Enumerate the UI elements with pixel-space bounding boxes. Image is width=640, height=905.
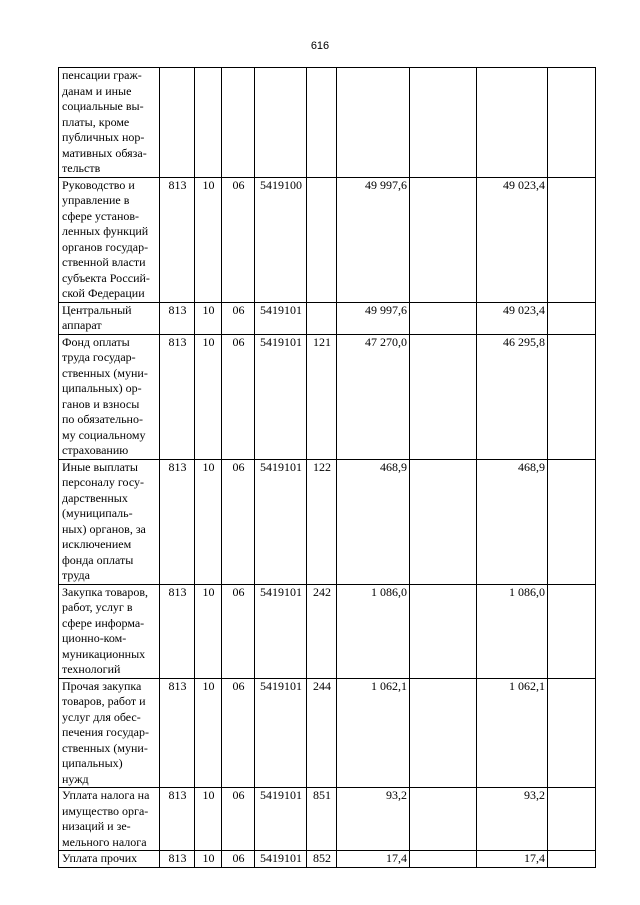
item-name-line: муникационных bbox=[62, 646, 146, 661]
amount-cell-2 bbox=[410, 788, 477, 851]
amount-cell-4 bbox=[548, 177, 596, 302]
amount-cell-3: 1 062,1 bbox=[477, 678, 548, 788]
section-code-cell: 10 bbox=[195, 459, 222, 584]
amount-cell-3: 46 295,8 bbox=[477, 334, 548, 459]
item-name-line: фонда оплаты bbox=[62, 552, 134, 567]
table-row bbox=[59, 788, 596, 851]
ministry-code-cell: 813 bbox=[160, 177, 195, 302]
item-name-line: Закупка товаров, bbox=[62, 584, 148, 599]
item-name-line: ганов и взносы bbox=[62, 396, 140, 411]
subsection-code-cell: 06 bbox=[222, 334, 255, 459]
subsection-code-cell: 06 bbox=[222, 851, 255, 868]
item-name-line: сфере информа- bbox=[62, 615, 145, 630]
article-code-cell: 5419101 bbox=[255, 851, 307, 868]
item-name-cell bbox=[59, 302, 160, 334]
amount-cell-3: 1 086,0 bbox=[477, 584, 548, 678]
item-name-line: публичных нор- bbox=[62, 130, 145, 144]
section-code-cell: 10 bbox=[195, 851, 222, 868]
amount-cell-4 bbox=[548, 584, 596, 678]
table-row bbox=[59, 177, 596, 302]
amount-cell-2 bbox=[410, 177, 477, 302]
article-code-cell bbox=[255, 68, 307, 178]
ministry-code-cell: 813 bbox=[160, 788, 195, 851]
amount-cell-2 bbox=[410, 678, 477, 788]
amount-cell-2 bbox=[410, 334, 477, 459]
amount-cell-2 bbox=[410, 68, 477, 178]
item-name-line: технологий bbox=[62, 662, 121, 676]
ministry-code-cell: 813 bbox=[160, 851, 195, 868]
amount-cell-4 bbox=[548, 851, 596, 868]
amount-cell-3: 49 023,4 bbox=[477, 302, 548, 334]
item-name-line: товаров, работ и bbox=[62, 694, 146, 708]
item-name-line: труда bbox=[62, 568, 90, 582]
amount-cell-2 bbox=[410, 459, 477, 584]
item-name-cell bbox=[59, 851, 160, 868]
item-name-line: му социальному bbox=[62, 427, 146, 442]
item-name-line: мельного налога bbox=[62, 834, 147, 849]
section-code-cell: 10 bbox=[195, 584, 222, 678]
item-name-line: ственных (муни- bbox=[62, 365, 148, 380]
item-name-cell bbox=[59, 788, 160, 851]
ministry-code-cell bbox=[160, 68, 195, 178]
item-name-line: по обязательно- bbox=[62, 412, 143, 426]
subsection-code-cell: 06 bbox=[222, 459, 255, 584]
item-name-line: исключением bbox=[62, 537, 132, 551]
amount-cell-2 bbox=[410, 302, 477, 334]
item-name-cell bbox=[59, 459, 160, 584]
item-name-line: услуг для обес- bbox=[62, 709, 141, 724]
expense-type-cell bbox=[307, 68, 337, 178]
ministry-code-cell: 813 bbox=[160, 302, 195, 334]
item-name-line: ных) органов, за bbox=[62, 521, 146, 536]
section-code-cell: 10 bbox=[195, 678, 222, 788]
section-code-cell bbox=[195, 68, 222, 178]
table-row bbox=[59, 334, 596, 459]
item-name-line: страхованию bbox=[62, 443, 129, 457]
table-row bbox=[59, 678, 596, 788]
item-name-line: ственной власти bbox=[62, 255, 146, 269]
item-name-cell bbox=[59, 177, 160, 302]
item-name-line: органов государ- bbox=[62, 239, 149, 254]
item-name-line: Руководство и bbox=[62, 177, 135, 192]
item-name-cell bbox=[59, 678, 160, 788]
article-code-cell: 5419101 bbox=[255, 334, 307, 459]
article-code-cell: 5419101 bbox=[255, 584, 307, 678]
table-row bbox=[59, 459, 596, 584]
amount-cell-1: 47 270,0 bbox=[337, 334, 410, 459]
section-code-cell: 10 bbox=[195, 302, 222, 334]
item-name-line: низаций и зе- bbox=[62, 819, 131, 833]
amount-cell-4 bbox=[548, 678, 596, 788]
expense-type-cell bbox=[307, 177, 337, 302]
amount-cell-1 bbox=[337, 68, 410, 178]
item-name-cell bbox=[59, 68, 160, 178]
subsection-code-cell: 06 bbox=[222, 788, 255, 851]
amount-cell-1: 49 997,6 bbox=[337, 177, 410, 302]
expense-type-cell: 122 bbox=[307, 459, 337, 584]
item-name-line: (муниципаль- bbox=[62, 506, 133, 520]
ministry-code-cell: 813 bbox=[160, 678, 195, 788]
amount-cell-4 bbox=[548, 302, 596, 334]
item-name-line: дарственных bbox=[62, 490, 128, 505]
amount-cell-4 bbox=[548, 459, 596, 584]
section-code-cell: 10 bbox=[195, 334, 222, 459]
subsection-code-cell: 06 bbox=[222, 584, 255, 678]
table-row bbox=[59, 302, 596, 334]
item-name-line: ципальных) ор- bbox=[62, 381, 142, 395]
item-name-line: сфере установ- bbox=[62, 208, 140, 223]
subsection-code-cell: 06 bbox=[222, 302, 255, 334]
expense-type-cell: 851 bbox=[307, 788, 337, 851]
amount-cell-3: 49 023,4 bbox=[477, 177, 548, 302]
amount-cell-2 bbox=[410, 584, 477, 678]
item-name-line: работ, услуг в bbox=[62, 600, 133, 614]
amount-cell-1: 49 997,6 bbox=[337, 302, 410, 334]
amount-cell-4 bbox=[548, 334, 596, 459]
item-name-line: тельств bbox=[62, 161, 101, 175]
amount-cell-4 bbox=[548, 788, 596, 851]
subsection-code-cell bbox=[222, 68, 255, 178]
expense-type-cell bbox=[307, 302, 337, 334]
ministry-code-cell: 813 bbox=[160, 334, 195, 459]
page-number: 616 bbox=[310, 40, 330, 52]
item-name-line: данам и иные bbox=[62, 83, 132, 98]
expense-type-cell: 852 bbox=[307, 851, 337, 868]
item-name-line: ципальных) bbox=[62, 756, 123, 770]
amount-cell-1: 93,2 bbox=[337, 788, 410, 851]
item-name-line: персоналу госу- bbox=[62, 475, 145, 489]
amount-cell-3: 93,2 bbox=[477, 788, 548, 851]
amount-cell-2 bbox=[410, 851, 477, 868]
subsection-code-cell: 06 bbox=[222, 177, 255, 302]
item-name-line: труда государ- bbox=[62, 350, 136, 364]
article-code-cell: 5419101 bbox=[255, 678, 307, 788]
item-name-cell bbox=[59, 584, 160, 678]
table-body bbox=[59, 68, 596, 868]
item-name-line: пенсации граж- bbox=[62, 68, 142, 82]
item-name-line: Уплата прочих bbox=[62, 851, 138, 865]
item-name-line: ской Федерации bbox=[62, 286, 145, 300]
item-name-line: платы, кроме bbox=[62, 114, 130, 129]
amount-cell-1: 468,9 bbox=[337, 459, 410, 584]
amount-cell-1: 1 086,0 bbox=[337, 584, 410, 678]
item-name-line: Прочая закупка bbox=[62, 678, 142, 693]
expense-type-cell: 244 bbox=[307, 678, 337, 788]
item-name-line: управление в bbox=[62, 193, 130, 207]
item-name-line: ционно-ком- bbox=[62, 631, 127, 645]
item-name-line: печения государ- bbox=[62, 725, 149, 739]
item-name-line: нужд bbox=[62, 771, 89, 786]
table-row bbox=[59, 851, 596, 868]
item-name-line: имущество орга- bbox=[62, 803, 149, 818]
article-code-cell: 5419100 bbox=[255, 177, 307, 302]
expense-type-cell: 242 bbox=[307, 584, 337, 678]
article-code-cell: 5419101 bbox=[255, 788, 307, 851]
item-name-line: мативных обяза- bbox=[62, 145, 147, 160]
ministry-code-cell: 813 bbox=[160, 584, 195, 678]
item-name-line: Уплата налога на bbox=[62, 788, 150, 802]
amount-cell-1: 17,4 bbox=[337, 851, 410, 868]
item-name-line: Иные выплаты bbox=[62, 459, 138, 474]
amount-cell-4 bbox=[548, 68, 596, 178]
section-code-cell: 10 bbox=[195, 177, 222, 302]
item-name-line: социальные вы- bbox=[62, 99, 144, 113]
item-name-line: Фонд оплаты bbox=[62, 334, 130, 349]
amount-cell-3: 468,9 bbox=[477, 459, 548, 584]
subsection-code-cell: 06 bbox=[222, 678, 255, 788]
item-name-line: аппарат bbox=[62, 318, 102, 332]
item-name-line: Центральный bbox=[62, 302, 132, 317]
table-row bbox=[59, 584, 596, 678]
item-name-line: субъекта Россий- bbox=[62, 270, 150, 285]
amount-cell-3: 17,4 bbox=[477, 851, 548, 868]
amount-cell-3 bbox=[477, 68, 548, 178]
item-name-line: ленных функций bbox=[62, 224, 149, 238]
expense-type-cell: 121 bbox=[307, 334, 337, 459]
item-name-cell bbox=[59, 334, 160, 459]
table-row bbox=[59, 68, 596, 178]
ministry-code-cell: 813 bbox=[160, 459, 195, 584]
item-name-line: ственных (муни- bbox=[62, 740, 148, 755]
article-code-cell: 5419101 bbox=[255, 302, 307, 334]
amount-cell-1: 1 062,1 bbox=[337, 678, 410, 788]
section-code-cell: 10 bbox=[195, 788, 222, 851]
budget-table bbox=[58, 67, 596, 868]
article-code-cell: 5419101 bbox=[255, 459, 307, 584]
